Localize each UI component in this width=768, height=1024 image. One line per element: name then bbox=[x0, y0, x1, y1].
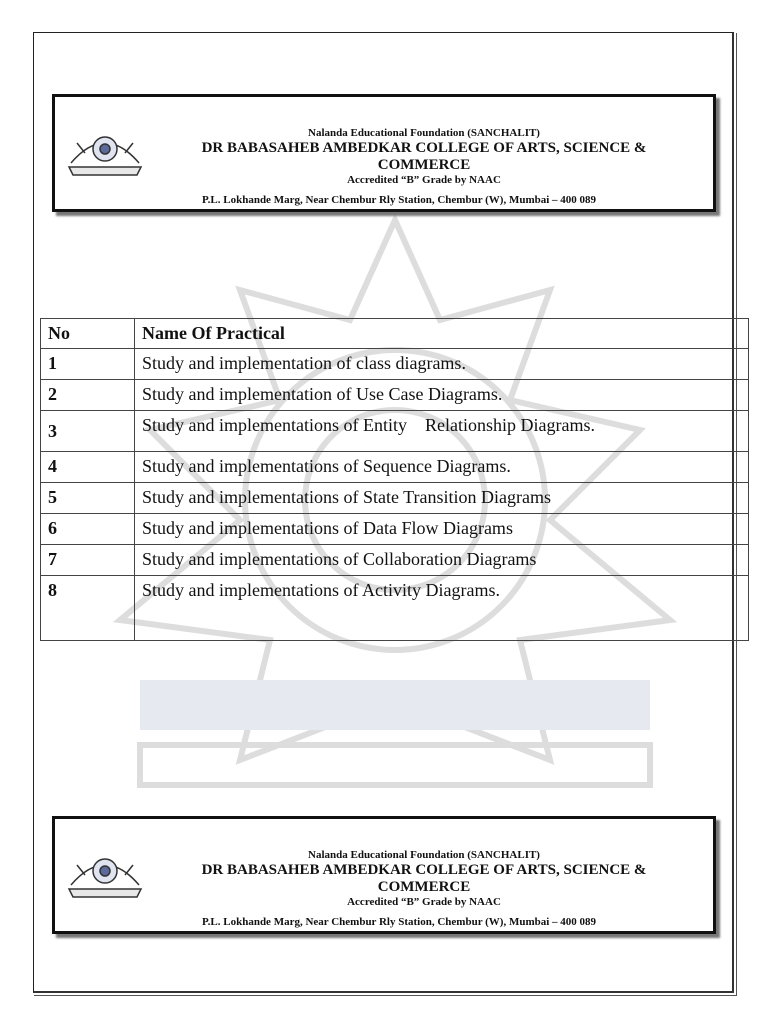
practical-name: Study and implementations of Activity Diagrams. bbox=[135, 576, 749, 641]
foundation-name: Nalanda Educational Foundation (SANCHALIT) bbox=[308, 127, 540, 139]
table-row bbox=[41, 349, 749, 380]
college-header-bottom bbox=[52, 816, 716, 934]
practical-name: Study and implementations of Data Flow Diagrams bbox=[135, 514, 749, 545]
row-number: 5 bbox=[41, 483, 135, 514]
table-row bbox=[41, 452, 749, 483]
college-name-line1: DR BABASAHEB AMBEDKAR COLLEGE OF ARTS, SCIENCE & bbox=[201, 140, 647, 156]
practical-name: Study and implementations of Entity Relationship Diagrams. bbox=[135, 411, 749, 452]
practical-name: Study and implementations of Collaboration Diagrams bbox=[135, 545, 749, 576]
table-row bbox=[41, 545, 749, 576]
college-logo-icon bbox=[65, 123, 145, 181]
table-row bbox=[41, 576, 749, 641]
table-row bbox=[41, 483, 749, 514]
column-header-name: Name Of Practical bbox=[135, 319, 749, 349]
table-header-row bbox=[41, 319, 749, 349]
table-row bbox=[41, 514, 749, 545]
college-name-line2: COMMERCE bbox=[377, 157, 471, 173]
row-number: 8 bbox=[41, 576, 135, 641]
practicals-table bbox=[40, 318, 749, 641]
accreditation: Accredited “B” Grade by NAAC bbox=[347, 174, 501, 186]
college-address: P.L. Lokhande Marg, Near Chembur Rly Station, Chembur (W), Mumbai – 400 089 bbox=[201, 194, 597, 206]
college-address: P.L. Lokhande Marg, Near Chembur Rly Station, Chembur (W), Mumbai – 400 089 bbox=[201, 916, 597, 928]
column-header-no: No bbox=[41, 319, 135, 349]
college-name-line2: COMMERCE bbox=[377, 879, 471, 895]
practical-name: Study and implementation of Use Case Diagrams. bbox=[135, 380, 749, 411]
practical-name: Study and implementations of State Transition Diagrams bbox=[135, 483, 749, 514]
row-number: 1 bbox=[41, 349, 135, 380]
row-number: 2 bbox=[41, 380, 135, 411]
row-number: 7 bbox=[41, 545, 135, 576]
college-header-top bbox=[52, 94, 716, 212]
college-name-line1: DR BABASAHEB AMBEDKAR COLLEGE OF ARTS, SCIENCE & bbox=[201, 862, 647, 878]
table-row bbox=[41, 411, 749, 452]
row-number: 6 bbox=[41, 514, 135, 545]
table-row bbox=[41, 380, 749, 411]
row-number: 4 bbox=[41, 452, 135, 483]
practical-name: Study and implementation of class diagrams. bbox=[135, 349, 749, 380]
practical-name: Study and implementations of Sequence Diagrams. bbox=[135, 452, 749, 483]
accreditation: Accredited “B” Grade by NAAC bbox=[347, 896, 501, 908]
row-number: 3 bbox=[41, 411, 135, 452]
college-logo-icon bbox=[65, 845, 145, 903]
foundation-name: Nalanda Educational Foundation (SANCHALIT) bbox=[308, 849, 540, 861]
